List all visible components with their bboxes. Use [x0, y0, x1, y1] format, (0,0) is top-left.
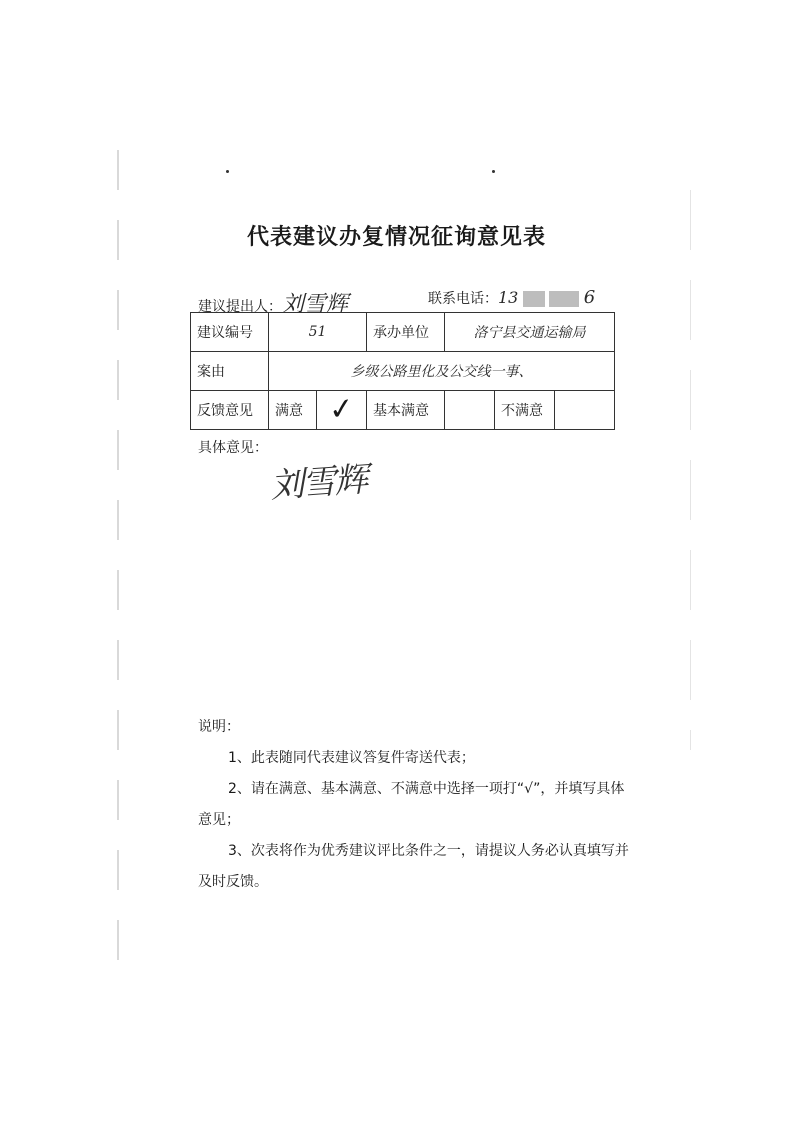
notes-item-1: 1、此表随同代表建议答复件寄送代表；: [228, 750, 475, 766]
scan-edge-left: [117, 150, 119, 980]
signature: 刘雪辉: [268, 459, 368, 507]
satisfied-box[interactable]: [317, 391, 367, 430]
phone-label: 联系电话：: [428, 291, 498, 307]
unit-value: 洛宁县交通运输局: [445, 313, 615, 352]
notes-item-2: 2、请在满意、基本满意、不满意中选择一项打“√”，并填写具体意见；: [198, 781, 625, 828]
scan-edge-right: [690, 190, 691, 750]
phone-redaction: [523, 291, 545, 307]
unit-label: 承办单位: [367, 313, 445, 352]
check-mark-icon: ✓: [327, 390, 356, 429]
feedback-form-table: [190, 312, 615, 430]
notes-section: [198, 712, 638, 898]
feedback-label: 反馈意见: [191, 391, 269, 430]
case-value: 乡级公路里化及公交线一事、: [269, 352, 615, 391]
notes-item-3: 3、次表将作为优秀建议评比条件之一，请提议人务必认真填写并及时反馈。: [198, 843, 629, 890]
satisfied-label: 满意: [269, 391, 317, 430]
table-row: [191, 352, 615, 391]
basic-satisfied-box[interactable]: [445, 391, 495, 430]
not-satisfied-label: 不满意: [495, 391, 555, 430]
case-label: 案由: [191, 352, 269, 391]
number-label: 建议编号: [191, 313, 269, 352]
not-satisfied-box[interactable]: [555, 391, 615, 430]
phone-line: [428, 287, 595, 308]
proposer-label: 建议提出人：: [198, 299, 282, 315]
notes-heading: 说明：: [198, 719, 240, 735]
phone-redaction: [549, 291, 579, 307]
opinion-label: 具体意见：: [198, 440, 268, 456]
basic-satisfied-label: 基本满意: [367, 391, 445, 430]
table-row: [191, 313, 615, 352]
phone-end: 6: [583, 287, 596, 308]
proposer-name: 刘雪辉: [282, 292, 349, 317]
scan-dot-left: [226, 170, 229, 173]
scan-dot-right: [492, 170, 495, 173]
number-value: 51: [269, 313, 367, 352]
document-title: 代表建议办复情况征询意见表: [246, 224, 546, 250]
table-row: [191, 391, 615, 430]
phone-start: 13: [498, 288, 519, 307]
